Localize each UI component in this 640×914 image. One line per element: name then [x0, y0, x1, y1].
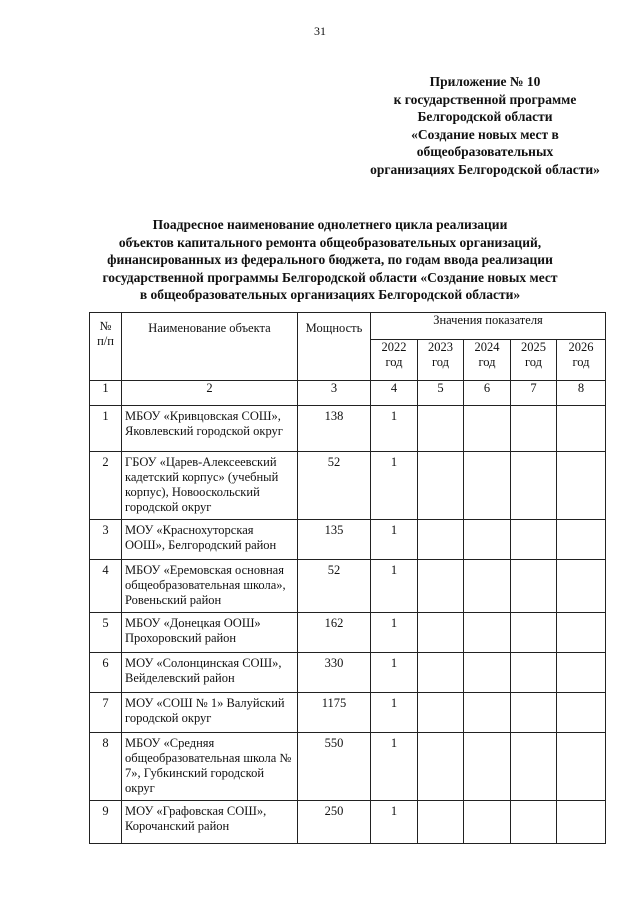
row-number: 9: [90, 801, 122, 844]
table-row: [90, 801, 606, 844]
row-number: 5: [90, 613, 122, 653]
capacity-value: 162: [298, 613, 371, 653]
indicator-value: 1: [371, 520, 418, 560]
objects-table: [89, 312, 606, 844]
indicator-value: [464, 520, 511, 560]
document-title: [90, 216, 570, 304]
indicator-value: [418, 693, 464, 733]
header-year: [464, 340, 511, 381]
header-year: [418, 340, 464, 381]
table-row: [90, 653, 606, 693]
row-number: 4: [90, 560, 122, 613]
indicator-value: [557, 520, 606, 560]
indicator-value: [464, 613, 511, 653]
row-number: 2: [90, 452, 122, 520]
table-row: [90, 693, 606, 733]
indicator-value: [464, 801, 511, 844]
indicator-value: 1: [371, 801, 418, 844]
indicator-value: [511, 452, 557, 520]
indicator-value: [511, 693, 557, 733]
title-line: объектов капитального ремонта общеобразовательных организаций,: [118, 234, 542, 250]
indicator-value: [418, 613, 464, 653]
capacity-value: 550: [298, 733, 371, 801]
table-row: [90, 733, 606, 801]
indicator-value: [511, 613, 557, 653]
header-year: [557, 340, 606, 381]
indicator-value: [557, 452, 606, 520]
capacity-value: 1175: [298, 693, 371, 733]
title-line: финансированных из федерального бюджета, по годам ввода реализации: [107, 252, 553, 267]
capacity-value: 52: [298, 560, 371, 613]
table-row: [90, 613, 606, 653]
indicator-value: [464, 560, 511, 613]
year-unit: год: [385, 355, 403, 369]
year-value: 2023: [428, 340, 453, 354]
object-name: МОУ «Графовская СОШ», Корочанский район: [122, 801, 298, 844]
indicator-value: [464, 406, 511, 452]
column-index: 8: [557, 381, 606, 406]
indicator-value: [557, 801, 606, 844]
object-name: МБОУ «Еремовская основная общеобразовательная школа», Ровеньский район: [122, 560, 298, 613]
indicator-value: [557, 733, 606, 801]
object-name: ГБОУ «Царев-Алексеевский кадетский корпус» (учебный корпус), Новооскольский городской округ: [122, 452, 298, 520]
table-row: [90, 520, 606, 560]
header-year: [371, 340, 418, 381]
row-number: 3: [90, 520, 122, 560]
header-capacity: Мощность: [298, 313, 371, 381]
row-number: 1: [90, 406, 122, 452]
capacity-value: 135: [298, 520, 371, 560]
appendix-header: [360, 73, 610, 178]
indicator-value: 1: [371, 406, 418, 452]
title-line: в общеобразовательных организациях Белгородской области»: [139, 287, 521, 302]
indicator-value: [464, 653, 511, 693]
indicator-value: [557, 613, 606, 653]
header-num-line2: п/п: [97, 334, 114, 348]
indicator-value: [557, 560, 606, 613]
indicator-value: [511, 520, 557, 560]
year-unit: год: [524, 355, 543, 369]
indicator-value: [557, 693, 606, 733]
column-index: 4: [371, 381, 418, 406]
capacity-value: 250: [298, 801, 371, 844]
year-unit: год: [572, 355, 590, 369]
indicator-value: [418, 406, 464, 452]
appendix-line: организациях Белгородской области»: [370, 161, 600, 177]
table-row: [90, 406, 606, 452]
table-row: [90, 452, 606, 520]
header-indicators: Значения показателя: [371, 313, 606, 340]
appendix-line: общеобразовательных: [416, 144, 554, 159]
indicator-value: 1: [371, 733, 418, 801]
indicator-value: [511, 801, 557, 844]
title-line: государственной программы Белгородской области «Создание новых мест: [102, 269, 558, 285]
year-unit: год: [478, 355, 496, 369]
column-index: 2: [122, 381, 298, 406]
appendix-line: Приложение № 10: [429, 74, 541, 89]
object-name: МОУ «Солонцинская СОШ», Вейделевский район: [122, 653, 298, 693]
indicator-value: 1: [371, 452, 418, 520]
column-index: 5: [418, 381, 464, 406]
column-index: 7: [511, 381, 557, 406]
indicator-value: [464, 693, 511, 733]
indicator-value: [511, 733, 557, 801]
indicator-value: 1: [371, 653, 418, 693]
indicator-value: 1: [371, 693, 418, 733]
capacity-value: 138: [298, 406, 371, 452]
header-num-line1: №: [99, 319, 112, 333]
header-num: [90, 313, 122, 381]
indicator-value: [464, 452, 511, 520]
capacity-value: 330: [298, 653, 371, 693]
indicator-value: [464, 733, 511, 801]
year-value: 2026: [568, 340, 594, 354]
capacity-value: 52: [298, 452, 371, 520]
row-number: 8: [90, 733, 122, 801]
indicator-value: [557, 653, 606, 693]
appendix-line: к государственной программе: [393, 91, 577, 107]
indicator-value: [511, 560, 557, 613]
indicator-value: [418, 452, 464, 520]
column-index: 6: [464, 381, 511, 406]
object-name: МОУ «СОШ № 1» Валуйский городской округ: [122, 693, 298, 733]
year-value: 2022: [381, 340, 407, 354]
indicator-value: [418, 801, 464, 844]
appendix-line: «Создание новых мест в: [411, 126, 559, 142]
header-name: Наименование объекта: [122, 313, 298, 381]
page-number: 31: [314, 24, 326, 38]
row-number: 7: [90, 693, 122, 733]
indicator-value: [418, 653, 464, 693]
header-year: [511, 340, 557, 381]
appendix-line: Белгородской области: [417, 109, 553, 124]
indicator-value: [418, 520, 464, 560]
indicator-value: [418, 733, 464, 801]
year-unit: год: [431, 355, 450, 369]
row-number: 6: [90, 653, 122, 693]
indicator-value: 1: [371, 560, 418, 613]
year-value: 2024: [474, 340, 500, 354]
indicator-value: [511, 653, 557, 693]
object-name: МБОУ «Донецкая ООШ» Прохоровский район: [122, 613, 298, 653]
indicator-value: [557, 406, 606, 452]
title-line: Поадресное наименование однолетнего цикла реализации: [152, 217, 508, 232]
table-body: [90, 406, 606, 844]
indicator-value: [511, 406, 557, 452]
object-name: МОУ «Краснохуторская ООШ», Белгородский район: [122, 520, 298, 560]
object-name: МБОУ «Средняя общеобразовательная школа № 7», Губкинский городской округ: [122, 733, 298, 801]
column-index: 3: [298, 381, 371, 406]
year-value: 2025: [521, 340, 546, 354]
table-row: [90, 560, 606, 613]
column-index: 1: [90, 381, 122, 406]
object-name: МБОУ «Кривцовская СОШ», Яковлевский городской округ: [122, 406, 298, 452]
indicator-value: 1: [371, 613, 418, 653]
indicator-value: [418, 560, 464, 613]
